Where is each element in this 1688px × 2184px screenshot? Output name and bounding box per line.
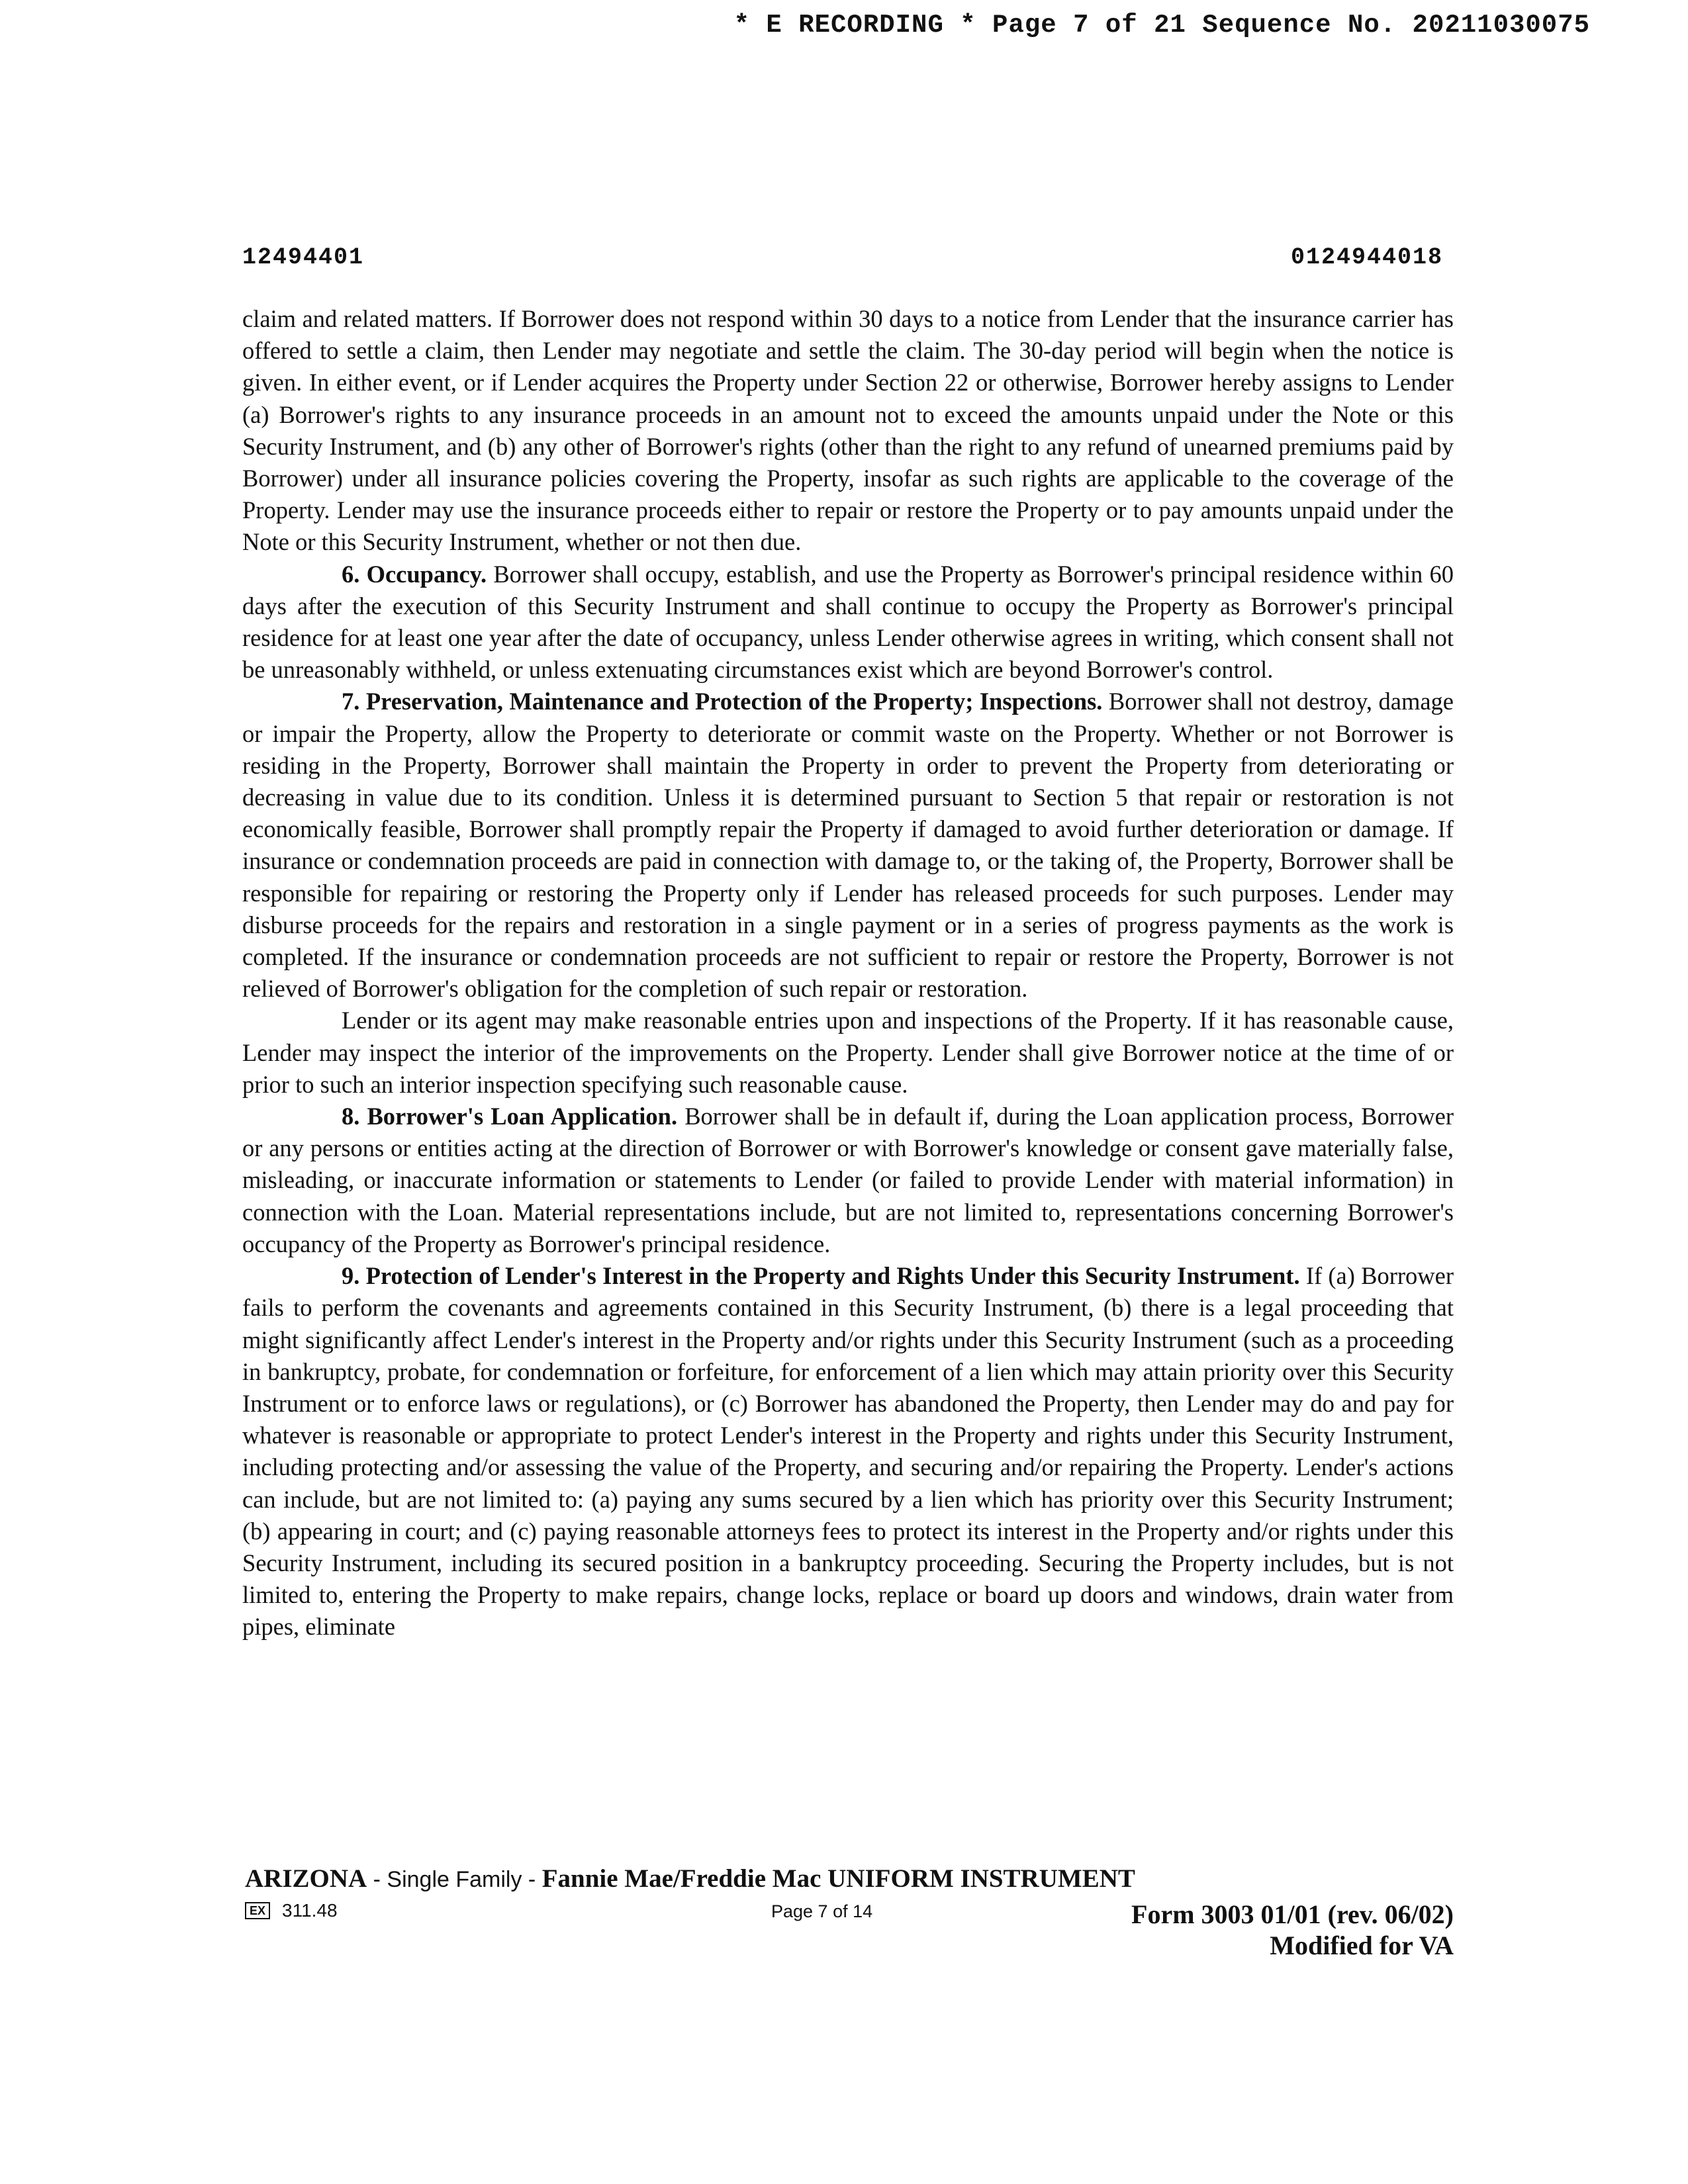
form-ex-icon: EX [245, 1902, 270, 1919]
document-body [242, 303, 1454, 1643]
section-7-heading: 7. Preservation, Maintenance and Protection of the Property; Inspections. [342, 688, 1103, 715]
section-7-preservation [242, 686, 1454, 1005]
footer-family-type: - Single Family - [367, 1867, 542, 1892]
document-footer [245, 1864, 1454, 1961]
section-7-text: Borrower shall not destroy, damage or impair the Property, allow the Property to deteriorate or commit waste on the Property. Whether or not Borrower is residing in the Property, Borrower shall maintain the Property in order to prevent the Property from deteriorating or decreasing in value due to its condition. Unless it is determined pursuant to Section 5 that repair or restoration is not economically feasible, Borrower shall promptly repair the Property if damaged to avoid further deterioration or damage. If insurance or condemnation proceeds are paid in connection with damage to, or the taking of, the Property, Borrower shall be responsible for repairing or restoring the Property only if Lender has released proceeds for such purposes. Lender may disburse proceeds for the repairs and restoration in a single payment or in a series of progress payments as the work is completed. If the insurance or condemnation proceeds are not sufficient to repair or restore the Property, Borrower is not relieved of Borrower's obligation for the completion of such repair or restoration. [242, 688, 1454, 1003]
section-9-heading: 9. Protection of Lender's Interest in the Property and Rights Under this Security Instrument. [342, 1262, 1300, 1290]
section-8-heading: 8. Borrower's Loan Application. [342, 1103, 678, 1130]
section-7-inspections-paragraph: Lender or its agent may make reasonable entries upon and inspections of the Property. If it has reasonable cause, Lender may inspect the interior of the improvements on the Property. Lender shall give Borrower notice at the time of or prior to such an interior inspection specifying such reasonable cause. [242, 1007, 1454, 1098]
loan-id-right: 0124944018 [1290, 244, 1443, 271]
section-8-text: Borrower shall be in default if, during the Loan application process, Borrower or any persons or entities acting at the direction of Borrower or with Borrower's knowledge or consent gave materially false, misleading, or inaccurate information or statements to Lender (or failed to provide Lender with material information) in connection with the Loan. Material representations include, but are not limited to, representations concerning Borrower's occupancy of the Property as Borrower's principal residence. [242, 1103, 1454, 1257]
page-number: Page 7 of 14 [771, 1901, 873, 1921]
footer-instrument: Fannie Mae/Freddie Mac UNIFORM INSTRUMENT [541, 1864, 1135, 1893]
footer-instrument-line [245, 1864, 1454, 1895]
section-8-loan-application [242, 1101, 1454, 1260]
section-6-occupancy [242, 559, 1454, 686]
section-6-heading: 6. Occupancy. [342, 560, 487, 588]
form-number: Form 3003 01/01 (rev. 06/02) [1131, 1899, 1454, 1929]
footer-state: ARIZONA [245, 1864, 367, 1893]
e-recording-stamp: * E RECORDING * Page 7 of 21 Sequence No. 20211030075 [733, 11, 1590, 40]
section-6-text: Borrower shall occupy, establish, and use the Property as Borrower's principal residence within 60 days after the execution of this Security Instrument and shall continue to occupy the Property as Borrower's principal residence for at least one year after the date of occupancy, unless Lender otherwise agrees in writing, which consent shall not be unreasonably withheld, or unless extenuating circumstances exist which are beyond Borrower's control. [242, 560, 1454, 684]
paragraph-insurance-continued: claim and related matters. If Borrower does not respond within 30 days to a notice from Lender that the insurance carrier has offered to settle a claim, then Lender may negotiate and settle the claim. The 30-day period will begin when the notice is given. In either event, or if Lender acquires the Property under Section 22 or otherwise, Borrower hereby assigns to Lender (a) Borrower's rights to any insurance proceeds in an amount not to exceed the amounts unpaid under the Note or this Security Instrument, and (b) any other of Borrower's rights (other than the right to any refund of unearned premiums paid by Borrower) under all insurance policies covering the Property, insofar as such rights are applicable to the coverage of the Property. Lender may use the insurance proceeds either to repair or restore the Property or to pay amounts unpaid under the Note or this Security Instrument, whether or not then due. [242, 305, 1454, 556]
loan-id-left: 12494401 [242, 244, 365, 271]
footer-form-row [245, 1897, 1454, 1931]
modified-note: Modified for VA [1270, 1931, 1454, 1960]
section-9-text: If (a) Borrower fails to perform the covenants and agreements contained in this Security Instrument, (b) there is a legal proceeding that might significantly affect Lender's interest in the Property and/or rights under this Security Instrument (such as a proceeding in bankruptcy, probate, for condemnation or forfeiture, for enforcement of a lien which may attain priority over this Security Instrument or to enforce laws or regulations), or (c) Borrower has abandoned the Property, then Lender may do and pay for whatever is reasonable or appropriate to protect Lender's interest in the Property and rights under this Security Instrument, including protecting and/or assessing the value of the Property, and securing and/or repairing the Property. Lender's actions can include, but are not limited to: (a) paying any sums secured by a lien which has priority over this Security Instrument; (b) appearing in court; and (c) paying reasonable attorneys fees to protect its interest in the Property and/or rights under this Security Instrument, including its secured position in a bankruptcy proceeding. Securing the Property includes, but is not limited to, entering the Property to make repairs, change locks, replace or board up doors and windows, drain water from pipes, eliminate [242, 1262, 1454, 1641]
form-code [245, 1900, 338, 1921]
section-9-protection [242, 1260, 1454, 1643]
form-code-number: 311.48 [282, 1900, 338, 1921]
loan-number-row [242, 244, 1443, 271]
